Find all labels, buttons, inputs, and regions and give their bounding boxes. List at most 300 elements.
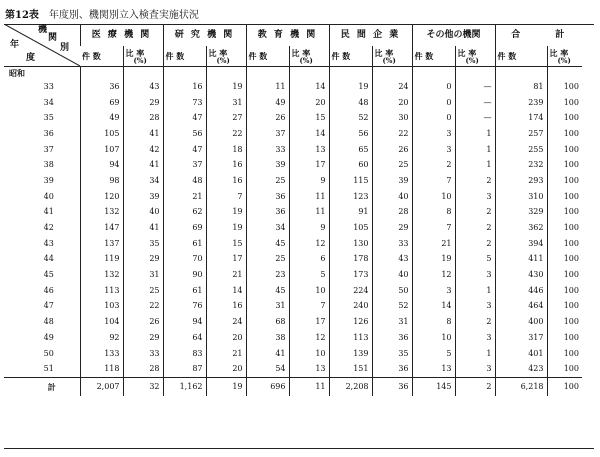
ratio-medical: 41 bbox=[123, 126, 163, 142]
total-ratio-education: 11 bbox=[289, 378, 329, 397]
ratio-medical: 39 bbox=[123, 189, 163, 205]
count-total: 317 bbox=[495, 330, 547, 346]
table-row bbox=[4, 283, 582, 299]
count-other: 3 bbox=[412, 126, 455, 142]
count-education: 33 bbox=[246, 142, 289, 158]
row-year: 43 bbox=[43, 238, 54, 248]
corner-top-3: 別 bbox=[60, 43, 72, 53]
table-row bbox=[4, 236, 582, 252]
table-number: 第12表 bbox=[5, 10, 39, 21]
ratio-medical: 29 bbox=[123, 330, 163, 346]
table-row bbox=[4, 173, 582, 189]
table-row bbox=[4, 79, 582, 95]
ratio-label: 比 率 bbox=[208, 47, 228, 58]
ratio-header-other bbox=[455, 46, 495, 67]
group-header-other: その他の機関 bbox=[412, 24, 495, 46]
count-medical: 98 bbox=[80, 173, 123, 189]
ratio-other: 1 bbox=[455, 157, 495, 173]
count-other: 8 bbox=[412, 314, 455, 330]
count-education: 25 bbox=[246, 173, 289, 189]
count-private: 240 bbox=[329, 299, 372, 315]
count-medical: 104 bbox=[80, 314, 123, 330]
ratio-medical: 43 bbox=[123, 79, 163, 95]
ratio-other: 2 bbox=[455, 314, 495, 330]
ratio-education: 12 bbox=[289, 330, 329, 346]
count-education: 34 bbox=[246, 220, 289, 236]
row-year: 51 bbox=[43, 364, 54, 374]
count-total: 174 bbox=[495, 110, 547, 126]
count-private: 113 bbox=[329, 330, 372, 346]
table-row bbox=[4, 330, 582, 346]
group-header-education: 教 育 機 関 bbox=[246, 24, 329, 46]
ratio-label: 比 率 bbox=[125, 47, 145, 58]
count-header-education: 件 数 bbox=[246, 46, 289, 67]
count-other: 21 bbox=[412, 236, 455, 252]
table-row bbox=[4, 299, 582, 315]
count-total: 232 bbox=[495, 157, 547, 173]
row-year: 42 bbox=[43, 223, 54, 233]
count-private: 52 bbox=[329, 110, 372, 126]
group-header-research: 研 究 機 関 bbox=[163, 24, 246, 46]
count-private: 105 bbox=[329, 220, 372, 236]
total-count-research: 1,162 bbox=[163, 378, 206, 397]
count-other: 3 bbox=[412, 283, 455, 299]
count-private: 115 bbox=[329, 173, 372, 189]
table-row bbox=[4, 126, 582, 142]
total-ratio-medical: 32 bbox=[123, 378, 163, 397]
count-research: 62 bbox=[163, 205, 206, 221]
count-private: 91 bbox=[329, 205, 372, 221]
count-other: 19 bbox=[412, 252, 455, 268]
count-medical: 133 bbox=[80, 346, 123, 362]
ratio-total: 100 bbox=[547, 236, 582, 252]
count-other: 5 bbox=[412, 346, 455, 362]
group-header-private: 民 間 企 業 bbox=[329, 24, 412, 46]
ratio-total: 100 bbox=[547, 189, 582, 205]
count-education: 45 bbox=[246, 236, 289, 252]
count-total: 310 bbox=[495, 189, 547, 205]
table-row bbox=[4, 110, 582, 126]
count-research: 37 bbox=[163, 157, 206, 173]
ratio-other: 1 bbox=[455, 126, 495, 142]
count-medical: 103 bbox=[80, 299, 123, 315]
ratio-education: 10 bbox=[289, 346, 329, 362]
ratio-research: 14 bbox=[206, 283, 246, 299]
ratio-medical: 31 bbox=[123, 267, 163, 283]
table-row bbox=[4, 205, 582, 221]
table-row bbox=[4, 95, 582, 111]
count-medical: 107 bbox=[80, 142, 123, 158]
ratio-other: — bbox=[455, 110, 495, 126]
count-private: 19 bbox=[329, 79, 372, 95]
ratio-label: 比 率 bbox=[457, 47, 477, 58]
ratio-total: 100 bbox=[547, 330, 582, 346]
count-total: 411 bbox=[495, 252, 547, 268]
count-private: 173 bbox=[329, 267, 372, 283]
count-private: 151 bbox=[329, 361, 372, 377]
count-research: 47 bbox=[163, 142, 206, 158]
ratio-label: 比 率 bbox=[374, 47, 394, 58]
total-ratio-private: 36 bbox=[372, 378, 412, 397]
count-total: 255 bbox=[495, 142, 547, 158]
count-total: 81 bbox=[495, 79, 547, 95]
count-header-total: 件 数 bbox=[495, 46, 547, 67]
ratio-other: 3 bbox=[455, 361, 495, 377]
ratio-header-education bbox=[289, 46, 329, 67]
count-header-other: 件 数 bbox=[412, 46, 455, 67]
ratio-header-medical bbox=[123, 46, 163, 67]
percent-unit: (%) bbox=[299, 55, 313, 65]
row-year: 37 bbox=[43, 144, 54, 154]
total-count-other: 145 bbox=[412, 378, 455, 397]
corner-header bbox=[4, 24, 80, 67]
count-research: 64 bbox=[163, 330, 206, 346]
era-label: 昭和 bbox=[9, 68, 25, 78]
ratio-education: 5 bbox=[289, 267, 329, 283]
ratio-research: 31 bbox=[206, 95, 246, 111]
count-total: 430 bbox=[495, 267, 547, 283]
ratio-education: 12 bbox=[289, 236, 329, 252]
count-research: 73 bbox=[163, 95, 206, 111]
ratio-medical: 25 bbox=[123, 283, 163, 299]
count-private: 60 bbox=[329, 157, 372, 173]
percent-unit: (%) bbox=[216, 55, 230, 65]
ratio-medical: 33 bbox=[123, 346, 163, 362]
count-education: 23 bbox=[246, 267, 289, 283]
ratio-medical: 28 bbox=[123, 361, 163, 377]
row-year: 48 bbox=[43, 317, 54, 327]
count-medical: 69 bbox=[80, 95, 123, 111]
total-label: 計 bbox=[4, 378, 80, 397]
ratio-medical: 29 bbox=[123, 252, 163, 268]
table-row bbox=[4, 252, 582, 268]
count-education: 45 bbox=[246, 283, 289, 299]
table-row bbox=[4, 314, 582, 330]
ratio-label: 比 率 bbox=[291, 47, 311, 58]
ratio-total: 100 bbox=[547, 126, 582, 142]
ratio-other: 1 bbox=[455, 283, 495, 299]
count-research: 83 bbox=[163, 346, 206, 362]
count-header-private: 件 数 bbox=[329, 46, 372, 67]
ratio-research: 15 bbox=[206, 236, 246, 252]
ratio-total: 100 bbox=[547, 252, 582, 268]
count-private: 126 bbox=[329, 314, 372, 330]
table-row bbox=[4, 142, 582, 158]
count-total: 293 bbox=[495, 173, 547, 189]
count-research: 90 bbox=[163, 267, 206, 283]
ratio-private: 28 bbox=[372, 205, 412, 221]
ratio-private: 43 bbox=[372, 252, 412, 268]
ratio-education: 15 bbox=[289, 110, 329, 126]
count-other: 8 bbox=[412, 205, 455, 221]
count-other: 2 bbox=[412, 157, 455, 173]
percent-unit: (%) bbox=[557, 55, 571, 65]
ratio-research: 19 bbox=[206, 205, 246, 221]
ratio-other: 1 bbox=[455, 142, 495, 158]
ratio-education: 14 bbox=[289, 126, 329, 142]
ratio-research: 16 bbox=[206, 173, 246, 189]
ratio-medical: 28 bbox=[123, 110, 163, 126]
percent-unit: (%) bbox=[465, 55, 479, 65]
count-medical: 36 bbox=[80, 79, 123, 95]
ratio-education: 6 bbox=[289, 252, 329, 268]
ratio-research: 20 bbox=[206, 330, 246, 346]
count-research: 61 bbox=[163, 283, 206, 299]
ratio-research: 18 bbox=[206, 142, 246, 158]
count-education: 39 bbox=[246, 157, 289, 173]
ratio-private: 25 bbox=[372, 157, 412, 173]
table-row bbox=[4, 189, 582, 205]
ratio-private: 36 bbox=[372, 361, 412, 377]
ratio-research: 21 bbox=[206, 346, 246, 362]
count-medical: 132 bbox=[80, 205, 123, 221]
count-medical: 94 bbox=[80, 157, 123, 173]
total-count-education: 696 bbox=[246, 378, 289, 397]
total-ratio-other: 2 bbox=[455, 378, 495, 397]
corner-top-2: 関 bbox=[48, 33, 60, 43]
ratio-header-total bbox=[547, 46, 582, 67]
count-research: 56 bbox=[163, 126, 206, 142]
count-total: 394 bbox=[495, 236, 547, 252]
group-header-total: 合 計 bbox=[495, 24, 582, 46]
ratio-private: 33 bbox=[372, 236, 412, 252]
ratio-private: 26 bbox=[372, 142, 412, 158]
table-title bbox=[5, 6, 199, 21]
ratio-total: 100 bbox=[547, 361, 582, 377]
count-other: 10 bbox=[412, 330, 455, 346]
ratio-header-private bbox=[372, 46, 412, 67]
count-total: 401 bbox=[495, 346, 547, 362]
count-research: 76 bbox=[163, 299, 206, 315]
ratio-private: 50 bbox=[372, 283, 412, 299]
total-count-medical: 2,007 bbox=[80, 378, 123, 397]
count-research: 87 bbox=[163, 361, 206, 377]
ratio-private: 52 bbox=[372, 299, 412, 315]
ratio-total: 100 bbox=[547, 110, 582, 126]
ratio-total: 100 bbox=[547, 299, 582, 315]
count-total: 362 bbox=[495, 220, 547, 236]
ratio-medical: 41 bbox=[123, 157, 163, 173]
ratio-medical: 34 bbox=[123, 173, 163, 189]
count-medical: 113 bbox=[80, 283, 123, 299]
ratio-medical: 29 bbox=[123, 95, 163, 111]
ratio-education: 20 bbox=[289, 95, 329, 111]
bottom-rule bbox=[4, 448, 594, 449]
ratio-education: 10 bbox=[289, 283, 329, 299]
ratio-total: 100 bbox=[547, 314, 582, 330]
ratio-private: 31 bbox=[372, 314, 412, 330]
count-private: 48 bbox=[329, 95, 372, 111]
ratio-other: 1 bbox=[455, 346, 495, 362]
ratio-private: 39 bbox=[372, 173, 412, 189]
ratio-total: 100 bbox=[547, 95, 582, 111]
count-education: 49 bbox=[246, 95, 289, 111]
ratio-research: 21 bbox=[206, 267, 246, 283]
count-education: 36 bbox=[246, 189, 289, 205]
corner-top-1: 機 bbox=[38, 25, 50, 35]
group-header-medical: 医 療 機 関 bbox=[80, 24, 163, 46]
ratio-private: 22 bbox=[372, 126, 412, 142]
count-medical: 105 bbox=[80, 126, 123, 142]
count-private: 130 bbox=[329, 236, 372, 252]
row-year: 35 bbox=[43, 113, 54, 123]
count-total: 464 bbox=[495, 299, 547, 315]
count-education: 68 bbox=[246, 314, 289, 330]
ratio-private: 36 bbox=[372, 330, 412, 346]
row-year: 49 bbox=[43, 332, 54, 342]
ratio-total: 100 bbox=[547, 220, 582, 236]
ratio-research: 7 bbox=[206, 189, 246, 205]
row-year: 44 bbox=[43, 254, 54, 264]
row-year: 50 bbox=[43, 348, 54, 358]
ratio-private: 20 bbox=[372, 95, 412, 111]
count-medical: 147 bbox=[80, 220, 123, 236]
count-research: 94 bbox=[163, 314, 206, 330]
ratio-header-research bbox=[206, 46, 246, 67]
ratio-medical: 40 bbox=[123, 205, 163, 221]
count-education: 37 bbox=[246, 126, 289, 142]
ratio-education: 17 bbox=[289, 314, 329, 330]
count-education: 31 bbox=[246, 299, 289, 315]
ratio-research: 19 bbox=[206, 220, 246, 236]
ratio-total: 100 bbox=[547, 267, 582, 283]
count-research: 61 bbox=[163, 236, 206, 252]
ratio-total: 100 bbox=[547, 346, 582, 362]
ratio-other: — bbox=[455, 79, 495, 95]
ratio-education: 9 bbox=[289, 220, 329, 236]
count-research: 69 bbox=[163, 220, 206, 236]
ratio-medical: 22 bbox=[123, 299, 163, 315]
ratio-medical: 41 bbox=[123, 220, 163, 236]
ratio-medical: 42 bbox=[123, 142, 163, 158]
table-row bbox=[4, 157, 582, 173]
table-row bbox=[4, 220, 582, 236]
count-research: 48 bbox=[163, 173, 206, 189]
count-other: 0 bbox=[412, 110, 455, 126]
row-year: 46 bbox=[43, 285, 54, 295]
corner-left-1: 年 bbox=[10, 40, 22, 50]
ratio-other: 3 bbox=[455, 330, 495, 346]
ratio-research: 16 bbox=[206, 299, 246, 315]
count-private: 65 bbox=[329, 142, 372, 158]
count-medical: 137 bbox=[80, 236, 123, 252]
ratio-education: 7 bbox=[289, 299, 329, 315]
count-education: 54 bbox=[246, 361, 289, 377]
ratio-education: 13 bbox=[289, 361, 329, 377]
count-education: 11 bbox=[246, 79, 289, 95]
count-header-research: 件 数 bbox=[163, 46, 206, 67]
count-header-medical: 件 数 bbox=[80, 46, 123, 67]
ratio-medical: 35 bbox=[123, 236, 163, 252]
count-medical: 118 bbox=[80, 361, 123, 377]
count-education: 41 bbox=[246, 346, 289, 362]
ratio-other: 5 bbox=[455, 252, 495, 268]
table-row bbox=[4, 361, 582, 377]
ratio-research: 27 bbox=[206, 110, 246, 126]
row-year: 39 bbox=[43, 175, 54, 185]
ratio-research: 22 bbox=[206, 126, 246, 142]
ratio-other: 2 bbox=[455, 173, 495, 189]
count-medical: 49 bbox=[80, 110, 123, 126]
count-research: 16 bbox=[163, 79, 206, 95]
ratio-other: 3 bbox=[455, 299, 495, 315]
ratio-total: 100 bbox=[547, 142, 582, 158]
ratio-total: 100 bbox=[547, 157, 582, 173]
row-year: 40 bbox=[43, 191, 54, 201]
table-caption: 年度別、機関別立入検査実施状況 bbox=[48, 10, 199, 21]
ratio-total: 100 bbox=[547, 79, 582, 95]
count-other: 3 bbox=[412, 142, 455, 158]
count-total: 446 bbox=[495, 283, 547, 299]
count-research: 21 bbox=[163, 189, 206, 205]
ratio-private: 35 bbox=[372, 346, 412, 362]
count-total: 423 bbox=[495, 361, 547, 377]
count-education: 38 bbox=[246, 330, 289, 346]
ratio-private: 40 bbox=[372, 189, 412, 205]
row-year: 41 bbox=[43, 207, 54, 217]
ratio-education: 17 bbox=[289, 157, 329, 173]
count-private: 178 bbox=[329, 252, 372, 268]
ratio-other: 2 bbox=[455, 236, 495, 252]
ratio-other: 3 bbox=[455, 267, 495, 283]
total-row bbox=[4, 378, 582, 397]
row-year: 33 bbox=[43, 81, 54, 91]
ratio-total: 100 bbox=[547, 205, 582, 221]
count-total: 239 bbox=[495, 95, 547, 111]
ratio-private: 40 bbox=[372, 267, 412, 283]
ratio-other: 3 bbox=[455, 189, 495, 205]
count-other: 0 bbox=[412, 79, 455, 95]
row-year: 36 bbox=[43, 128, 54, 138]
count-other: 7 bbox=[412, 220, 455, 236]
ratio-education: 9 bbox=[289, 173, 329, 189]
ratio-education: 14 bbox=[289, 79, 329, 95]
count-research: 47 bbox=[163, 110, 206, 126]
ratio-other: 2 bbox=[455, 205, 495, 221]
table-row bbox=[4, 346, 582, 362]
count-other: 7 bbox=[412, 173, 455, 189]
ratio-other: 2 bbox=[455, 220, 495, 236]
ratio-total: 100 bbox=[547, 173, 582, 189]
total-ratio-total: 100 bbox=[547, 378, 582, 397]
ratio-research: 20 bbox=[206, 361, 246, 377]
ratio-education: 13 bbox=[289, 142, 329, 158]
row-year: 38 bbox=[43, 160, 54, 170]
ratio-medical: 26 bbox=[123, 314, 163, 330]
ratio-private: 30 bbox=[372, 110, 412, 126]
count-education: 36 bbox=[246, 205, 289, 221]
count-private: 139 bbox=[329, 346, 372, 362]
total-count-private: 2,208 bbox=[329, 378, 372, 397]
total-count-total: 6,218 bbox=[495, 378, 547, 397]
count-other: 10 bbox=[412, 189, 455, 205]
count-total: 329 bbox=[495, 205, 547, 221]
count-education: 26 bbox=[246, 110, 289, 126]
count-medical: 132 bbox=[80, 267, 123, 283]
count-other: 12 bbox=[412, 267, 455, 283]
count-other: 14 bbox=[412, 299, 455, 315]
count-private: 123 bbox=[329, 189, 372, 205]
ratio-research: 17 bbox=[206, 252, 246, 268]
row-year: 45 bbox=[43, 270, 54, 280]
ratio-research: 24 bbox=[206, 314, 246, 330]
percent-unit: (%) bbox=[133, 55, 147, 65]
count-other: 13 bbox=[412, 361, 455, 377]
ratio-other: — bbox=[455, 95, 495, 111]
ratio-total: 100 bbox=[547, 283, 582, 299]
row-year: 34 bbox=[43, 97, 54, 107]
row-year: 47 bbox=[43, 301, 54, 311]
